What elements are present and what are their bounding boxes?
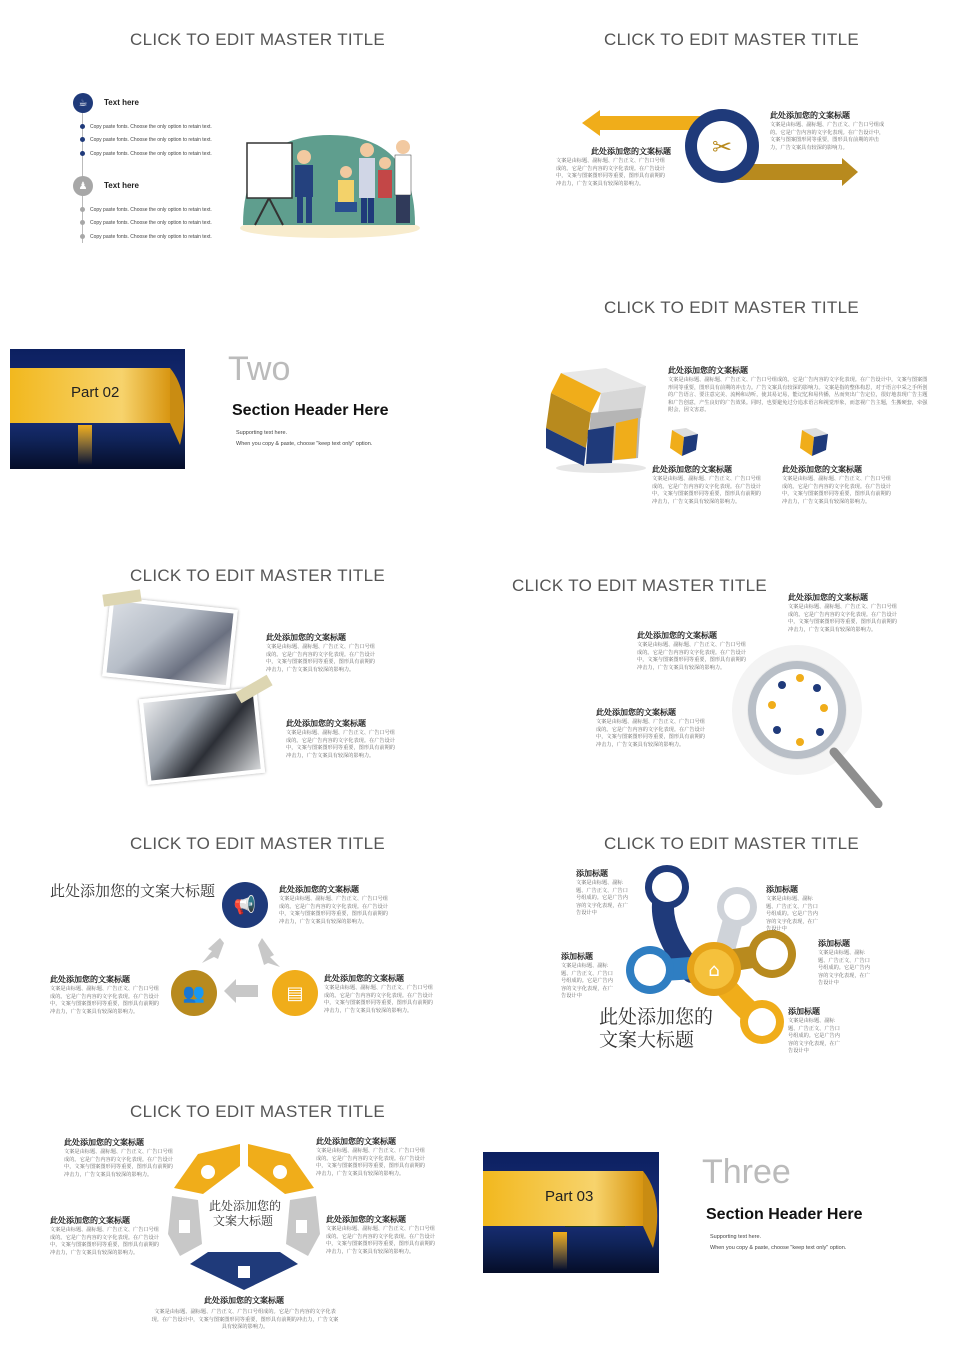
text-body: 文案是由标题、副标题、广告正文、广告口号组成的。它是广告内容的文字化表现。在广告设计中，文案与图案图形同等重要，图形具有前期的冲击力，广告文案具有较深的影响力。 <box>788 604 897 633</box>
text-title: 添加标题 <box>766 885 798 894</box>
text-title: 此处添加您的文案标题 <box>326 1215 406 1224</box>
bullet-dot <box>80 137 85 142</box>
team-photo-1 <box>102 597 238 690</box>
text-body: 文案是由标题、副标题、广告正文、广告口号组成的。它是广告内容的文字化表现。在广告设计中，文案与图案图形同等重要，图形具有前期的冲击力，广告文案具有较深的影响力。 <box>286 730 395 759</box>
text-body: 文案是由标题、副标题、广告正文、广告口号组成的。它是广告内容的文字化表现，在广告设计中 <box>576 880 628 917</box>
text-body: 文案是由标题、副标题、广告正文、广告口号组成的。它是广告内容的文字化表现。在广告设计中，文案与图案图形同等重要，图形具有前期的冲击力，广告文案具有较深的影响力。 <box>64 1149 173 1178</box>
item-2-label: Text here <box>104 181 139 190</box>
text-title: 此处添加您的文案标题 <box>286 719 366 728</box>
cycle-arrows <box>200 933 290 1003</box>
part-label: Part 03 <box>545 1188 594 1205</box>
svg-text:⌂: ⌂ <box>708 960 720 981</box>
text-body: 文案是由标题、副标题、广告正文、广告口号组成的。它是广告内容的文字化表现。在广告设计中，文案与图案图形同等重要，图形具有前期的冲击力，广告文案具有较深的影响力。 <box>50 1227 159 1256</box>
gold-ribbon <box>10 365 190 455</box>
slide-title: CLICK TO EDIT MASTER TITLE <box>130 566 385 585</box>
text-title: 此处添加您的文案标题 <box>782 465 862 474</box>
gold-ribbon <box>483 1168 663 1258</box>
text-body: 文案是由标题、副标题、广告正文、广告口号组成的。它是广告内容的文字化表现。在广告设计中，文案与图案图形同等重要，图形具有前期的冲击力，广告文案具有较深的影响力。 <box>596 719 705 748</box>
section-number: Two <box>228 350 291 388</box>
bullet-text: Copy paste fonts. Choose the only option to retain text. <box>90 151 212 157</box>
text-title: 此处添加您的文案标题 <box>316 1137 396 1146</box>
text-title: 此处添加您的文案标题 <box>266 633 346 642</box>
supporting-text: Supporting text here. <box>236 430 288 436</box>
text-title: 添加标题 <box>788 1007 820 1016</box>
slide-title: CLICK TO EDIT MASTER TITLE <box>130 1102 385 1121</box>
text-title: 此处添加您的文案标题 <box>668 366 748 375</box>
big-title-line-2: 文案大标题 <box>599 1030 695 1051</box>
big-title: 此处添加您的文案大标题 <box>50 883 216 900</box>
text-title: 此处添加您的文案标题 <box>637 631 717 640</box>
bullet-text: Copy paste fonts. Choose the only option to retain text. <box>90 137 212 143</box>
text-title: 此处添加您的文案标题 <box>50 1216 130 1225</box>
text-body: 文案是由标题、副标题、广告正文、广告口号组成的。它是广告内容的文字化表现，在广告设计中 <box>818 950 870 987</box>
text-title: 此处添加您的文案标题 <box>64 1138 144 1147</box>
supporting-text: Supporting text here. <box>710 1234 762 1240</box>
bullet-text: Copy paste fonts. Choose the only option to retain text. <box>90 234 212 240</box>
text-body: 文案是由标题、副标题、广告正文、广告口号组成的。它是广告内容的文字化表现。在广告设计中，文案与图案图形同等重要，图形具有前期的冲击力，广告文案具有较深的影响力。 <box>316 1148 425 1177</box>
text-title: 此处添加您的文案标题 <box>596 708 676 717</box>
text-title: 此处添加您的文案标题 <box>770 111 850 120</box>
center-title-line-1: 此处添加您的 <box>209 1199 282 1213</box>
business-presentation-illustration <box>235 125 425 240</box>
puzzle-cube <box>546 368 656 473</box>
small-puzzle-cube <box>798 428 830 458</box>
bullet-text: Copy paste fonts. Choose the only option to retain text. <box>90 124 212 130</box>
slide-title: CLICK TO EDIT MASTER TITLE <box>130 834 385 853</box>
text-body: 文案是由标题、副标题、广告正文、广告口号组成的。它是广告内容的文字化表现，在广告设计中 <box>788 1018 840 1055</box>
text-body: 文案是由标题、副标题、广告正文、广告口号组成的。它是广告内容的文字化表现。在广告设计中，文案与图案图形同等重要，图形具有前期的冲击力，广告文案具有较深的影响力。 <box>770 122 885 151</box>
text-title: 此处添加您的文案标题 <box>324 974 404 983</box>
bullet-dot <box>80 207 85 212</box>
section-header: Section Header Here <box>232 402 389 419</box>
text-body: 文案是由标题、副标题、广告正文、广告口号组成的。它是广告内容的文字化表现。在广告设计中，文案与图案图形同等重要，图形具有前期的冲击力，广告文案具有较深的影响力。 <box>266 644 375 673</box>
small-puzzle-cube <box>668 428 700 458</box>
text-body: 文案是由标题、副标题、广告正文、广告口号组成的。它是广告内容的文字化表现。在广告设计中，文案与图案图形同等重要，图形具有前期的冲击力，广告文案具有较深的影响力。 <box>652 476 761 505</box>
text-title: 此处添加您的文案标题 <box>652 465 732 474</box>
text-body: 文案是由标题、副标题、广告正文、广告口号组成的。它是广告内容的文字化表现。在广告设计中，文案与图案图形同等重要，图形具有前期的冲击力，广告文案具有较深的影响力。 <box>50 986 159 1015</box>
megaphone-icon: 📢 <box>222 882 268 928</box>
slide-title: CLICK TO EDIT MASTER TITLE <box>604 30 859 49</box>
text-body: 文案是由标题、副标题、广告正文、广告口号组成的。它是广告内容的文字化表现。在广告设计中，文案与图案图形同等重要，图形具有前期的冲击力，广告文案具有较深的影响力。 <box>151 1309 339 1331</box>
text-body: 文案是由标题、副标题、广告正文、广告口号组成的。它是广告内容的文字化表现。在广告设计中，文案与图案图形同等重要，图形具有前期的冲击力，广告文案具有较深的影响力。 <box>637 642 746 671</box>
bullet-dot <box>80 220 85 225</box>
slide-title: CLICK TO EDIT MASTER TITLE <box>604 834 859 853</box>
slide-title: CLICK TO EDIT MASTER TITLE <box>130 30 385 49</box>
text-body: 文案是由标题、副标题、广告正文、广告口号组成的。它是广告内容的文字化表现。在广告设计中，文案与图案图形同等重要，图形具有前期的冲击力，广告文案具有较深的影响力。 <box>279 896 388 925</box>
text-body: 文案是由标题、副标题、广告正文、广告口号组成的。它是广告内容的文字化表现。在广告设计中，文案与图案图形同等重要，图形具有前期的冲击力。广告文案具有较深的影响力。文案是指的整体构思，对于语言中采之手所创的广告语言、要注意完美、流畅和动听，使其易记易，能记忆和易传播，丛而突出广告定位，很好地表现广告主题和广告创意，产生良好的广告效果。同时，也要避免过分追求语言和视觉形象，而忽视广告主题，生搬硬套，牵强附会，因文害意。 <box>668 377 928 414</box>
bullet-text: Copy paste fonts. Choose the only option to retain text. <box>90 207 212 213</box>
section-number: Three <box>702 1153 791 1191</box>
svg-text:✂: ✂ <box>711 133 733 161</box>
text-title: 此处添加您的文案标题 <box>591 147 671 156</box>
bullet-text: Copy paste fonts. Choose the only option to retain text. <box>90 220 212 226</box>
supporting-text: When you copy & paste, choose "keep text only" option. <box>236 441 373 447</box>
org-chart-icon: ♟ <box>73 176 93 196</box>
text-title: 添加标题 <box>576 869 608 878</box>
bullet-dot <box>80 234 85 239</box>
part-label: Part 02 <box>71 384 120 401</box>
group-icon: 👥 <box>171 970 217 1016</box>
text-title: 此处添加您的文案标题 <box>279 885 359 894</box>
text-title: 此处添加您的文案标题 <box>788 593 868 602</box>
text-body: 文案是由标题、副标题、广告正文、广告口号组成的。它是广告内容的文字化表现。在广告设计中，文案与图案图形同等重要，图形具有前期的冲击力，广告文案具有较深的影响力。 <box>556 158 665 187</box>
card-icon: ▤ <box>272 970 318 1016</box>
text-body: 文案是由标题、副标题、广告正文、广告口号组成的。它是广告内容的文字化表现，在广告设计中 <box>766 896 818 933</box>
bullet-dot <box>80 124 85 129</box>
team-photo-2 <box>139 687 265 785</box>
center-title-line-2: 文案大标题 <box>213 1214 274 1228</box>
text-title: 此处添加您的文案标题 <box>50 975 130 984</box>
slide-title: CLICK TO EDIT MASTER TITLE <box>512 576 767 595</box>
big-title-line-1: 此处添加您的 <box>599 1007 714 1028</box>
text-title: 添加标题 <box>818 939 850 948</box>
supporting-text: When you copy & paste, choose "keep text only" option. <box>710 1245 847 1251</box>
text-body: 文案是由标题、副标题、广告正文、广告口号组成的。它是广告内容的文字化表现，在广告设计中 <box>561 963 613 1000</box>
bullet-dot <box>80 151 85 156</box>
text-title: 添加标题 <box>561 952 593 961</box>
section-header: Section Header Here <box>706 1206 863 1223</box>
text-body: 文案是由标题、副标题、广告正文、广告口号组成的。它是广告内容的文字化表现。在广告设计中，文案与图案图形同等重要，图形具有前期的冲击力，广告文案具有较深的影响力。 <box>326 1226 435 1255</box>
text-body: 文案是由标题、副标题、广告正文、广告口号组成的。它是广告内容的文字化表现。在广告设计中，文案与图案图形同等重要，图形具有前期的冲击力，广告文案具有较深的影响力。 <box>782 476 891 505</box>
text-title: 此处添加您的文案标题 <box>204 1296 284 1305</box>
slide-title: CLICK TO EDIT MASTER TITLE <box>604 298 859 317</box>
item-1-label: Text here <box>104 98 139 107</box>
coffee-icon: ☕ <box>73 93 93 113</box>
text-body: 文案是由标题、副标题、广告正文、广告口号组成的。它是广告内容的文字化表现。在广告设计中，文案与图案图形同等重要，图形具有前期的冲击力，广告文案具有较深的影响力。 <box>324 985 433 1014</box>
